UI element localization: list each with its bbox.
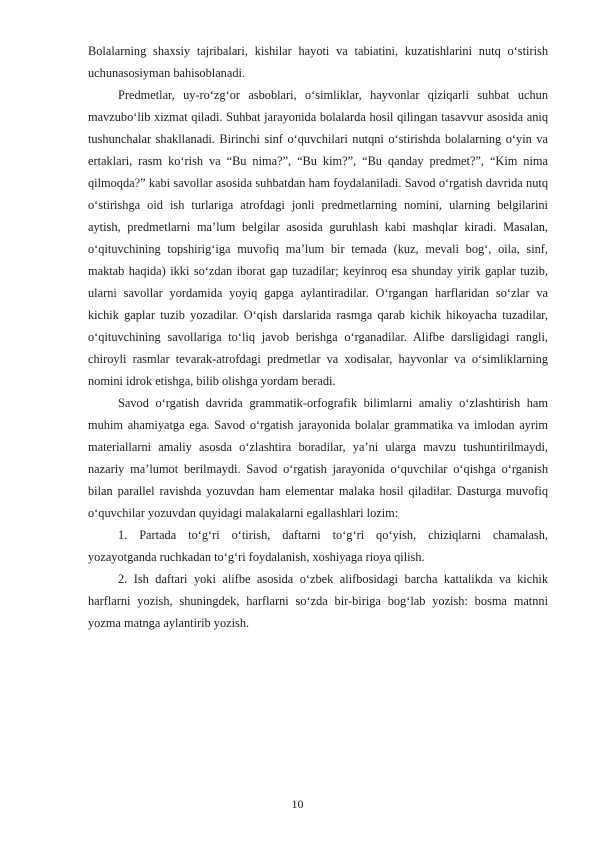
document-page xyxy=(88,40,548,634)
paragraph-3: Savod o‘rgatish davrida grammatik-orfografik bilimlarni amaliy o‘zlashtirish ham muhim ahamiyatga ega. Savod o‘rgatish jarayonida bolalar grammatika va imlodan ayrim materiallarni amaliy asosda o‘zlashtira boradilar, ya’ni ularga mavzu tushuntirilmaydi, nazariy ma’lumot berilmaydi. Savod o‘rgatish jarayonida o‘quvchilar o‘qishga o‘rganish bilan parallel ravishda yozuvdan ham elementar malaka hosil qiladilar. Dasturga muvofiq o‘quvchilar yozuvdan quyidagi malakalarni egallashlari lozim: xyxy=(88,396,548,520)
paragraph-2: Predmetlar, uy-ro‘zg‘or asboblari, o‘simliklar, hayvonlar qiziqarli suhbat uchun mavzubo‘lib xizmat qiladi. Suhbat jarayonida bolalarda hosil qilingan tasavvur asosida aniq tushunchalar shakllanadi. Birinchi sinf o‘quvchilari nutqni o‘stirishda bolalarning o‘yin va ertaklari, rasm ko‘rish va “Bu nima?”, “Bu kim?”, “Bu qanday predmet?”, “Kim nima qilmoqda?” kabi savollar asosida suhbatdan ham foydalaniladi. Savod o‘rgatish davrida nutq o‘stirishga oid ish turlariga atrofdagi jonli predmetlarning nomini, ularning belgilarini aytish, predmetlarni ma’lum belgilar asosida guruhlash kabi mashqlar kiradi. Masalan, o‘qituvchining topshirig‘iga muvofiq ma’lum bir temada (kuz, mevali bog‘, oila, sinf, maktab haqida) ikki so‘zdan iborat gap tuzadilar; keyinroq esa shunday yirik gaplar tuzib, ularni savollar yordamida yoyiq gapga aylantiradilar. O‘rgangan harflaridan so‘zlar va kichik gaplar tuzib yozadilar. O‘qish darslarida rasmga qarab kichik hikoyacha tuzadilar, o‘qituvchining savollariga to‘liq javob berishga o‘rganadilar. Alifbe darsligidagi rangli, chiroyli rasmlar tevarak-atrofdagi predmetlar va xodisalar, hayvonlar va o‘simliklarning nomini idrok etishga, bilib olishga yordam beradi. xyxy=(88,88,548,388)
paragraph-1: Bolalarning shaxsiy tajribalari, kishilar hayoti va tabiatini, kuzatishlarini nutq o‘stirish uchunasosiyman bahisoblanadi. xyxy=(88,44,548,80)
list-item-1: 1. Partada to‘g‘ri o‘tirish, daftarni to‘g‘ri qo‘yish, chiziqlarni chamalash, yozayotganda ruchkadan to‘g‘ri foydalanish, xoshiyaga rioya qilish. xyxy=(88,528,548,564)
list-item-2: 2. Ish daftari yoki alifbe asosida o‘zbek alifbosidagi barcha kattalikda va kichik harflarni yozish, shuningdek, harflarni so‘zda bir-biriga bog‘lab yozish: bosma matnni yozma matnga aylantirib yozish. xyxy=(88,572,548,630)
page-number: 10 xyxy=(291,797,304,811)
